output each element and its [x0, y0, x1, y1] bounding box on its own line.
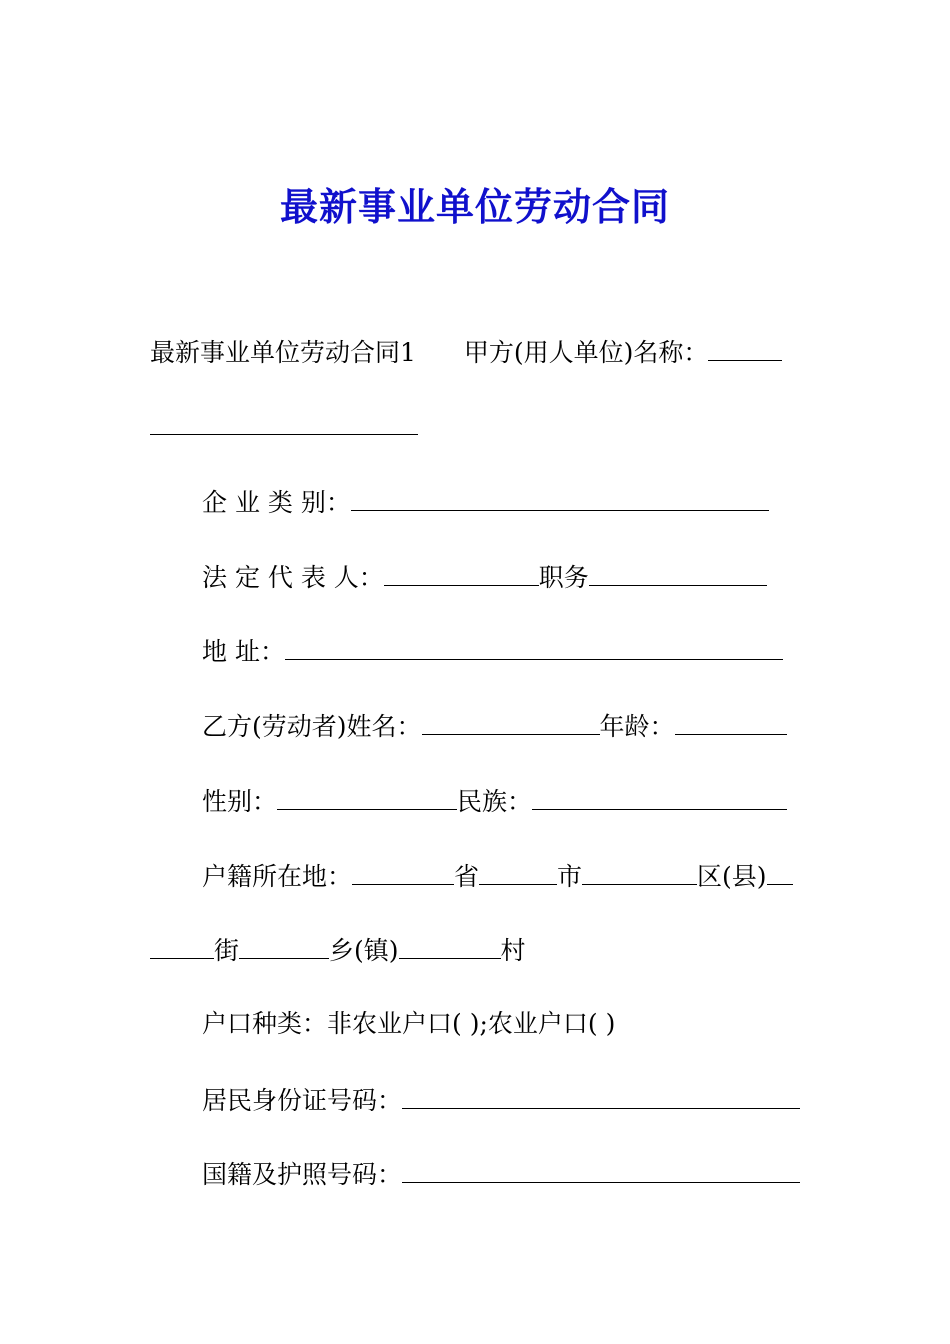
address-label: 地 址：: [202, 637, 285, 666]
city-label: 市: [557, 862, 583, 891]
village-label: 村: [500, 936, 526, 965]
district-trailing-blank: [767, 858, 793, 885]
id-number-line: [202, 1082, 800, 1118]
address-blank: [285, 633, 783, 660]
nationality-passport-label: 国籍及护照号码：: [202, 1160, 403, 1189]
hukou-continuation-line: [150, 932, 526, 968]
party-a-name-continuation: [150, 408, 418, 444]
enterprise-type-blank: [351, 484, 769, 511]
hukou-location-line: [202, 858, 793, 894]
party-a-name-label: 甲方(用人单位)名称：: [463, 338, 709, 367]
id-number-label: 居民身份证号码：: [202, 1086, 403, 1115]
village-blank: [399, 932, 501, 959]
party-a-name-blank-2: [150, 408, 418, 435]
nationality-passport-blank: [402, 1156, 800, 1183]
street-blank: [150, 932, 214, 959]
address-line: [202, 633, 783, 669]
party-b-line: [202, 708, 787, 744]
ethnicity-blank: [532, 783, 787, 810]
province-blank: [352, 858, 454, 885]
province-label: 省: [454, 862, 480, 891]
township-label: 乡(镇): [329, 936, 399, 965]
township-blank: [239, 932, 329, 959]
hukou-type-text: 户口种类：非农业户口( );农业户口( ): [202, 1009, 616, 1038]
legal-rep-blank: [384, 559, 539, 586]
hukou-type-line: [202, 1007, 615, 1041]
position-label: 职务: [538, 563, 589, 592]
ethnicity-label: 民族：: [457, 787, 533, 816]
legal-rep-line: [202, 559, 767, 595]
age-label: 年龄：: [599, 712, 675, 741]
party-b-name-label: 乙方(劳动者)姓名：: [202, 712, 422, 741]
intro-text: 最新事业单位劳动合同1: [150, 338, 416, 367]
district-blank: [582, 858, 697, 885]
enterprise-type-label: 企 业 类 别：: [202, 488, 351, 517]
party-a-name-blank: [708, 334, 782, 361]
legal-rep-label: 法 定 代 表 人：: [202, 563, 384, 592]
id-number-blank: [402, 1082, 800, 1109]
city-blank: [479, 858, 557, 885]
intro-line: [150, 334, 782, 370]
document-title: 最新事业单位劳动合同: [279, 184, 670, 229]
party-b-name-blank: [422, 708, 600, 735]
gender-label: 性别：: [202, 787, 278, 816]
enterprise-type-line: [202, 484, 769, 520]
gender-line: [202, 783, 787, 819]
gender-blank: [277, 783, 457, 810]
position-blank: [589, 559, 767, 586]
hukou-location-label: 户籍所在地：: [202, 862, 353, 891]
nationality-passport-line: [202, 1156, 800, 1192]
district-label: 区(县): [697, 862, 767, 891]
age-blank: [675, 708, 787, 735]
street-label: 街: [214, 936, 240, 965]
